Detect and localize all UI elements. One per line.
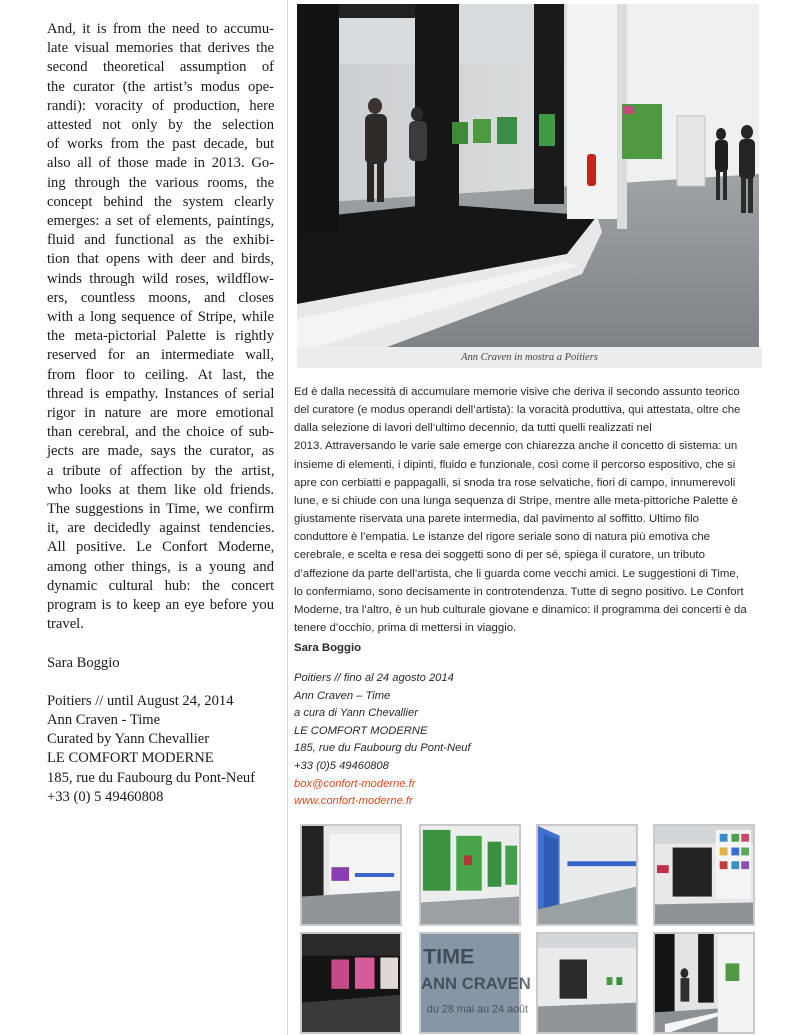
english-paragraph-line: than cerebral, and the choice of sub- [47,424,274,441]
english-paragraph-line: the curator (the artist’s modus ope- [47,78,274,95]
italian-paragraph [294,383,764,637]
english-paragraph-line: second theoretical assumption of [47,59,274,76]
english-paragraph-line: tion that opens with deer and birds, [47,251,274,268]
gallery-thumbnail-5[interactable] [300,932,402,1034]
english-paragraph-line: reserved for an intermediate wall, [47,347,274,364]
poster-text: ANN CRAVEN [421,973,531,993]
english-paragraph-line: with a long sequence of Stripe, while [47,309,274,326]
english-paragraph-line: late visual memories that derives the [47,40,274,57]
column-divider [287,0,288,1035]
italian-paragraph-line: del curatore (e modus operandi dell’artista): la voracità produttiva, qui attestata, oltre che [294,404,741,417]
italian-paragraph-line: apre con cerbiatti e pappagalli, si snoda tra rose selvatiche, fiori di campo, innumerevoli [294,476,736,489]
english-signature: Sara Boggio [47,654,120,671]
english-info-line: 185, rue du Faubourg du Pont-Neuf [47,769,256,786]
photo-caption: Ann Craven in mostra a Poitiers [297,347,762,368]
italian-paragraph-line: d’affezione da parte dell’artista, che li guarda come vecchi amici. Le suggestioni di Time, [294,567,739,580]
italian-info-line: Ann Craven – Time [294,689,391,702]
english-paragraph-line: dynamic cultural hub: the concert [47,577,275,594]
italian-paragraph-line: Moderne, tra l’altro, è un hub culturale giovane e dinamico: il programma dei concerti è da [294,603,747,616]
english-info-line: LE COMFORT MODERNE [47,750,214,767]
gallery-thumbnail-1[interactable] [300,824,402,926]
english-info-line: Curated by Yann Chevallier [47,731,210,748]
english-paragraph-line: who looks at them like old friends. [47,481,275,498]
italian-info-line: Poitiers // fino al 24 agosto 2014 [294,672,454,684]
italian-paragraph-line: insieme di elementi, i dipinti, fluido e funzionale, così come il percorso espositivo, che si [294,458,736,471]
english-paragraph-line: rigor in nature are more emotional [47,405,274,422]
english-paragraph-line: from floor to ceiling. At last, the [47,366,274,383]
english-column [47,20,274,807]
english-paragraph-line: randi): voracity of production, here [47,97,275,114]
gallery-thumbnail-6[interactable] [536,932,638,1034]
english-paragraph-line: jects are made, says the curator, as [47,443,275,460]
italian-paragraph-line: 2013. Attraversando le varie sale emerge con chiarezza anche il concetto di sistema: un [294,440,738,453]
email-link[interactable]: box@confort-moderne.fr [294,777,416,790]
italian-info-line: a cura di Yann Chevallier [294,707,418,720]
italian-signature: Sara Boggio [294,642,362,654]
english-paragraph-line: winds through wild roses, wildflow- [47,270,275,287]
italian-paragraph-line: lune, e si chiude con una lunga sequenza di Stripe, mentre alle meta-pittoriche Palette è [294,494,738,507]
english-paragraph-line: thread is empathy. Instances of serial [47,385,275,402]
italian-exhibition-info [294,670,471,811]
italian-info-line: LE COMFORT MODERNE [294,724,428,737]
gallery-thumbnail-poster[interactable] [419,932,531,1034]
english-paragraph-line: also all of those made in 2013. Go- [47,155,275,172]
english-info-line: Ann Craven - Time [47,711,161,728]
english-paragraph-line: of works from the past decade, but [47,136,275,153]
english-paragraph-line: concept behind the system clearly [47,193,274,210]
english-exhibition-info [47,692,274,807]
english-paragraph-line: program is to keep an eye before you [47,597,274,614]
italian-paragraph-line: giustamente riservata una parete intermedia, dal pavimento al soffitto. Ultimo filo [294,513,699,526]
english-paragraph-line: ing through the various rooms, the [47,174,275,191]
english-paragraph-line: a tribute of affection by the artist, [47,462,275,479]
english-paragraph-line: it, are decidedly against tendencies. [47,520,275,537]
italian-info-line: 185, rue du Faubourg du Pont-Neuf [294,742,471,755]
poster-text: du 28 mai au 24 août [426,1003,529,1016]
english-paragraph-line: ers, countless moons, and closes [47,289,274,306]
gallery-thumbnail-4[interactable] [653,824,755,926]
gallery-thumbnail-3[interactable] [536,824,638,926]
english-paragraph-line: fluid and functional as the exhibi- [47,232,275,249]
english-paragraph-line: among other things, is a young and [47,558,274,575]
italian-paragraph-line: cerebrale, e scelta e resa dei soggetti sono di per sé, spiega il curatore, un tributo [294,549,705,562]
gallery-thumbnail-2[interactable] [419,824,521,926]
poster-text: TIME [422,943,475,969]
gallery-thumbnail-7[interactable] [653,932,755,1034]
italian-info-line: +33 (0)5 49460808 [294,759,389,772]
english-paragraph-line: And, it is from the need to accumu- [47,21,274,37]
english-paragraph-line: The suggestions in Time, we confirm [47,501,275,518]
english-info-line: +33 (0) 5 49460808 [47,788,164,805]
italian-paragraph-line: conduttore è l’empatia. Le istanze del rigore seriale sono di natura più emotiva che [294,531,711,544]
italian-paragraph-line: dalla selezione di lavori dell’ultimo decennio, da tutti quelli realizzati nel [294,422,652,435]
website-link[interactable]: www.confort-moderne.fr [294,795,413,808]
english-paragraph-line: emerges: a set of elements, paintings, [47,213,275,230]
english-paragraph-line: All positive. Le Confort Moderne, [47,539,275,556]
italian-paragraph-line: tenere d’occhio, prima di mettersi in viaggio. [294,622,517,635]
exhibition-photo [297,4,759,347]
italian-paragraph-line: lo confermiamo, sono decisamente in controtendenza. Tutte di segno positivo. Le Confort [294,585,744,598]
english-info-line: Poitiers // until August 24, 2014 [47,692,234,709]
english-paragraph-line: the meta-pictorial Palette is rightly [47,328,274,345]
english-paragraph-line: travel. [47,616,84,633]
italian-paragraph-line: Ed è dalla necessità di accumulare memorie visive che deriva il secondo assunto teorico [294,386,740,398]
english-paragraph [47,20,274,635]
english-paragraph-line: attested not only by the selection [47,117,274,134]
